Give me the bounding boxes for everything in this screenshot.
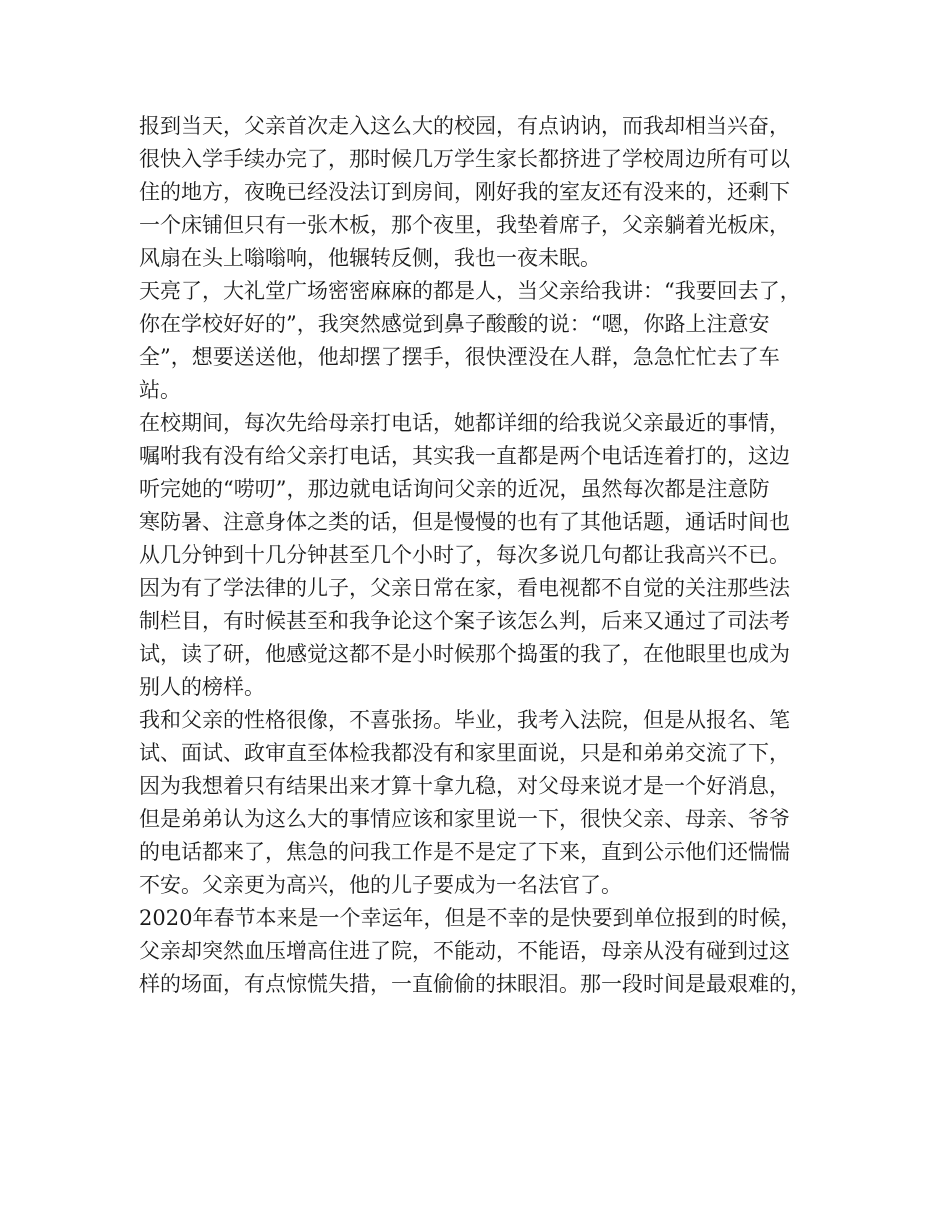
- text-line: 从几分钟到十几分钟甚至几个小时了，每次多说几句都让我高兴不已。: [139, 543, 790, 567]
- text-line: 别人的榜样。: [139, 675, 265, 699]
- text-line: 试，读了研，他感觉这都不是小时候那个捣蛋的我了，在他眼里也成为: [139, 642, 790, 666]
- text-line: 报到当天，父亲首次走入这么大的校园，有点讷讷，而我却相当兴奋，: [139, 114, 790, 138]
- text-line: 父亲却突然血压增高住进了院，不能动，不能语，母亲从没有碰到过这: [139, 939, 790, 963]
- text-line: 寒防暑、注意身体之类的话，但是慢慢的也有了其他话题，通话时间也: [139, 510, 790, 534]
- text-line: 的电话都来了，焦急的问我工作是不是定了下来，直到公示他们还惴惴: [139, 840, 790, 864]
- text-line: 不安。父亲更为高兴，他的儿子要成为一名法官了。: [139, 873, 622, 897]
- text-line: 站。: [139, 378, 181, 402]
- text-line: 样的场面，有点惊慌失措，一直偷偷的抹眼泪。那一段时间是最艰难的，: [139, 972, 811, 996]
- text-line: 因为有了学法律的儿子，父亲日常在家，看电视都不自觉的关注那些法: [139, 576, 790, 600]
- text-line: 一个床铺但只有一张木板，那个夜里，我垫着席子，父亲躺着光板床，: [139, 213, 790, 237]
- text-line: 住的地方，夜晚已经没法订到房间，刚好我的室友还有没来的，还剩下: [139, 180, 790, 204]
- text-line: 天亮了，大礼堂广场密密麻麻的都是人，当父亲给我讲：“我要回去了，: [139, 279, 801, 303]
- text-line: 全”，想要送送他，他却摆了摆手，很快湮没在人群，急急忙忙去了车: [139, 345, 780, 369]
- text-line: 很快入学手续办完了，那时候几万学生家长都挤进了学校周边所有可以: [139, 147, 790, 171]
- body-text: [139, 110, 839, 1001]
- text-line: 试、面试、政审直至体检我都没有和家里面说，只是和弟弟交流了下，: [139, 741, 790, 765]
- text-line: 在校期间，每次先给母亲打电话，她都详细的给我说父亲最近的事情，: [139, 411, 790, 435]
- text-line: 但是弟弟认为这么大的事情应该和家里说一下，很快父亲、母亲、爷爷: [139, 807, 790, 831]
- text-line: 风扇在头上嗡嗡响，他辗转反侧，我也一夜未眠。: [139, 246, 601, 270]
- text-line: 你在学校好好的”，我突然感觉到鼻子酸酸的说：“嗯，你路上注意安: [139, 312, 770, 336]
- text-line: 制栏目，有时候甚至和我争论这个案子该怎么判，后来又通过了司法考: [139, 609, 790, 633]
- text-line: 听完她的“唠叨”，那边就电话询问父亲的近况，虽然每次都是注意防: [139, 477, 770, 501]
- text-line: 2020年春节本来是一个幸运年，但是不幸的是快要到单位报到的时候，: [139, 906, 802, 930]
- text-line: 我和父亲的性格很像，不喜张扬。毕业，我考入法院，但是从报名、笔: [139, 708, 790, 732]
- text-line: 嘱咐我有没有给父亲打电话，其实我一直都是两个电话连着打的，这边: [139, 444, 790, 468]
- text-line: 因为我想着只有结果出来才算十拿九稳，对父母来说才是一个好消息，: [139, 774, 790, 798]
